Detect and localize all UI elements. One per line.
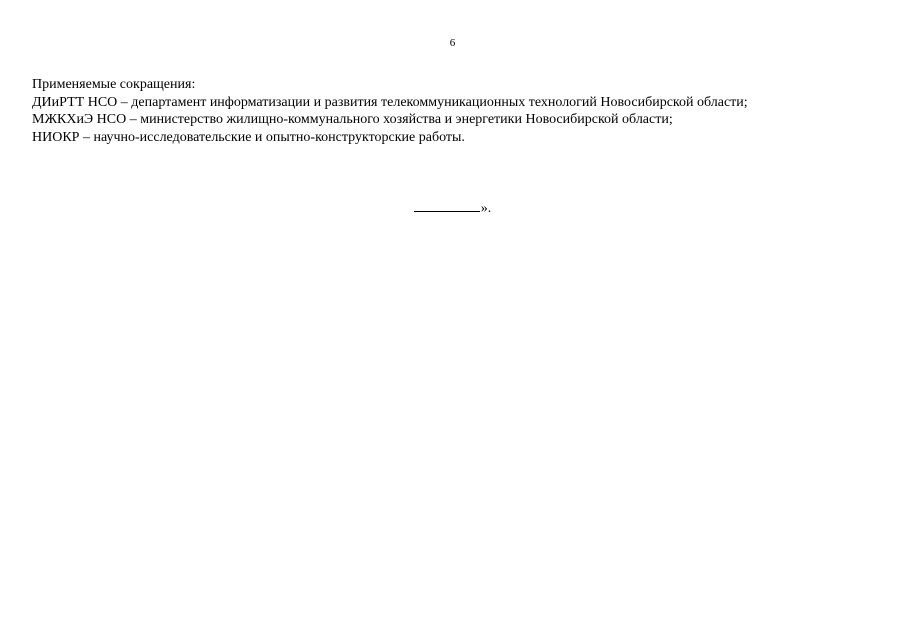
abbreviations-heading: Применяемые сокращения: (32, 77, 196, 92)
blank-underline (414, 198, 480, 212)
abbreviation-item-mzhkhie: МЖКХиЭ НСО – министерство жилищно-коммунального хозяйства и энергетики Новосибирской области; (32, 112, 673, 127)
abbreviation-item-diirtt: ДИиРТТ НСО – департамент информатизации и развития телекоммуникационных технологий Новосибирской области; (32, 94, 748, 110)
closing-line (0, 198, 905, 218)
closing-quote: ». (480, 201, 492, 216)
abbreviations-section (32, 76, 872, 146)
page-number: 6 (449, 37, 456, 49)
abbreviation-item-niokr: НИОКР – научно-исследовательские и опытно-конструкторские работы. (32, 129, 465, 145)
